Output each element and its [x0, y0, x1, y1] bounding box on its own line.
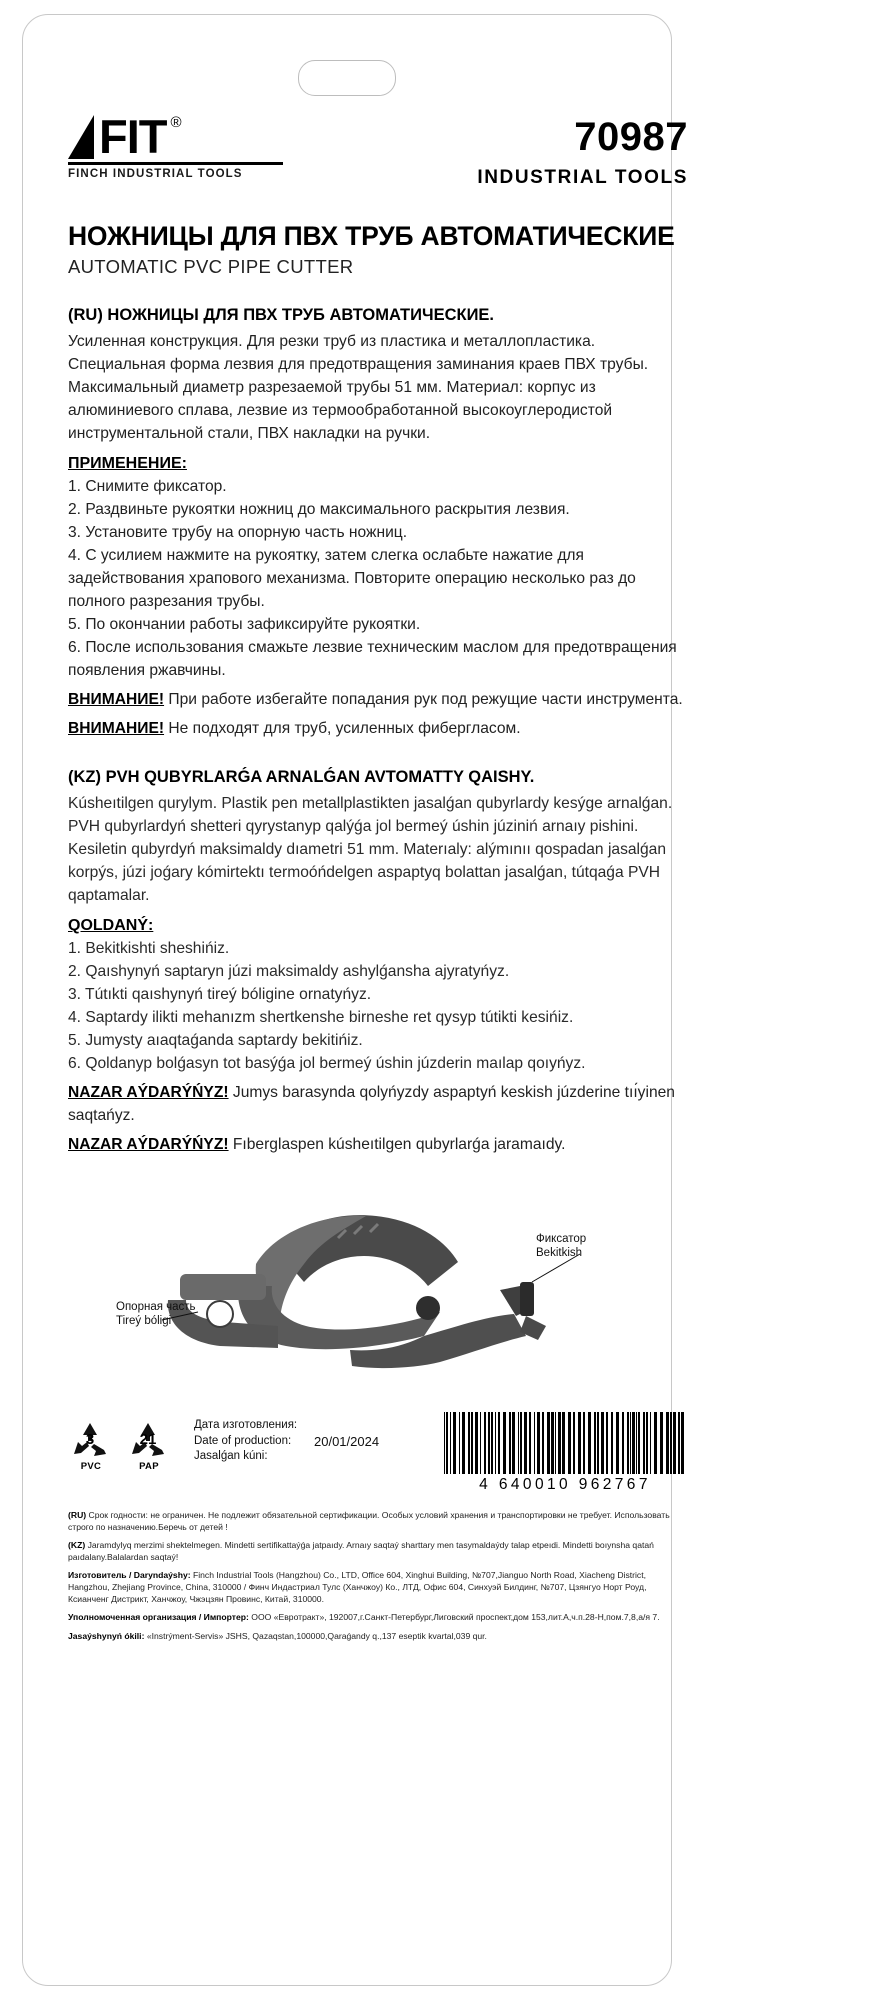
kz-warning-label: NAZAR AÝDARÝŃYZ!: [68, 1084, 229, 1101]
production-label-ru: Дата изготовления:: [194, 1419, 298, 1431]
production-label-kz: Jasalǵan kúni:: [194, 1450, 268, 1462]
callout-lock: [536, 1232, 586, 1260]
kz-warning-text: Fıberglaspen kúsheıtilgen qubyrlarǵa jaramaıdy.: [232, 1136, 566, 1153]
ru-warning-text: Не подходят для труб, усиленных фибергласом.: [168, 720, 521, 737]
ru-step: 5. По окончании работы зафиксируйте рукоятки.: [68, 616, 421, 633]
product-illustration: [68, 1190, 688, 1390]
recycling-symbol-pap: [126, 1420, 172, 1472]
brand-tagline: FINCH INDUSTRIAL TOOLS: [68, 168, 243, 180]
recycling-icons: [68, 1412, 172, 1472]
kz-warning: [68, 1133, 688, 1156]
ru-step: 3. Установите трубу на опорную часть ножниц.: [68, 524, 408, 541]
kz-heading: (KZ) PVH QUBYRLARǴA ARNALǴAN AVTOMATTY QAISHY.: [68, 768, 535, 786]
fine-importer: [68, 1612, 688, 1624]
header: [68, 110, 688, 189]
fine-shelf-kz-text: Jaramdylyq merzimi shektelmegen. Mindetti sertifikattaýǵa jatpaıdy. Arnaıy saqtaý sharttary men tasymaldaýdy talap etpeıdi. Mindetti boıynsha qatań paıdalany.Balalardan saqtaý!: [68, 1540, 654, 1562]
recycling-symbol-pvc: [68, 1420, 114, 1472]
kz-step: 3. Tútıkti qaıshynyń tireý bóligine ornatyńyz.: [68, 986, 372, 1003]
production-date-value: 20/01/2024: [314, 1434, 380, 1449]
kz-section: [68, 768, 688, 1156]
ru-description: Усиленная конструкция. Для резки труб из пластика и металлопластика. Специальная форма лезвия для предотвращения заминания краев ПВХ трубы. Максимальный диаметр разрезаемой трубы 51 мм. Материал: корпус из алюминиевого сплава, лезвие из термообработанной высокоуглеродистой инструментальной стали, ПВХ накладки на ручки.: [68, 333, 649, 442]
ru-step: 4. С усилием нажмите на рукоятку, затем слегка ослабьте нажатие для задействования храпового механизма. Повторите операцию несколько раз до полного разрезания трубы.: [68, 547, 636, 610]
ru-section: [68, 306, 688, 740]
production-label-en: Date of production:: [194, 1434, 292, 1447]
kz-warning: [68, 1081, 688, 1127]
ru-warning-label: ВНИМАНИЕ!: [68, 691, 165, 708]
callout-support-ru: Опорная часть: [116, 1301, 196, 1313]
kz-step: 6. Qoldanyp bolǵasyn tot basýǵa jol bermeý úshin júzderin maılap qoıyńyz.: [68, 1055, 586, 1072]
ru-step: 6. После использования смажьте лезвие техническим маслом для предотвращения появления ржавчины.: [68, 639, 677, 679]
callout-lock-ru: Фиксатор: [536, 1233, 587, 1245]
recycling-number: 21: [139, 1431, 157, 1448]
product-title-en: AUTOMATIC PVC PIPE CUTTER: [68, 256, 354, 277]
fine-kz-rep-label: Jasaýshynyń ókili:: [68, 1630, 145, 1641]
callout-support: [116, 1300, 196, 1328]
kz-step: 2. Qaıshynyń saptaryn júzi maksimaldy ashylǵansha ajyratyńyz.: [68, 963, 510, 980]
kz-description: Kúsheıtilgen qurylym. Plastik pen metallplastikten jasalǵan qubyrlardy kesýge arnalǵan. PVH qubyrlardyń shetteri qyrystanyp qalýǵa jol bermeý úshin júziniń arnaıy pishini. Kesiletin qubyrdyń maksimaldy dıametri 51 mm. Materıaly: alýmınıı qospadan jasalǵan korpýs, júzi joǵary kómirtektı termoóńdelgen aspaptyq bolattan jasalǵan, tútqaǵa PVH qaptamalar.: [68, 795, 673, 904]
fine-manufacturer-label: Изготовитель / Daryndaýshy:: [68, 1570, 191, 1581]
brand-logo: [68, 110, 283, 180]
recycle-triangle-icon: [68, 1420, 112, 1460]
kz-step: 4. Saptardy ilikti mehanızm shertkenshe birneshe ret qysyp tútikti kesińiz.: [68, 1009, 574, 1026]
callout-support-kz: Tireý bóligi: [116, 1315, 172, 1327]
sku-number: 70987: [574, 115, 688, 159]
kz-warning-text: Jumys barasynda qolyńyzdy aspaptyń keskish júzderine tıı́yinen saqtańyz.: [68, 1084, 675, 1124]
header-right: [477, 115, 688, 189]
recycling-label: PAP: [139, 1461, 159, 1472]
registered-icon: ®: [170, 114, 182, 131]
header-category: INDUSTRIAL TOOLS: [477, 167, 688, 188]
ru-warning-label: ВНИМАНИЕ!: [68, 720, 165, 737]
production-date-block: [194, 1412, 442, 1465]
package-card: [22, 14, 688, 1986]
brand-mark: [68, 110, 283, 163]
ru-step: 2. Раздвиньте рукоятки ножниц до максимального раскрытия лезвия.: [68, 501, 570, 518]
fine-manufacturer-text: Finch Industrial Tools (Hangzhou) Co., LTD, Office 604, Xinghui Building, №707,Jianguo North Road, Xiacheng District, Hangzhou, Zhejiang Province, China, 310000 / Финч Индастриал Тулс (Ханчжоу) Ко., ЛТД, Офис 604, Синхуэй Билдинг, №707, Цзянгуо Норт Роуд, Ксианченг Дистрикт, Ханчжоу, Чжэцзян Провинс, Китай, 310000.: [68, 1570, 647, 1604]
meta-row: [68, 1412, 688, 1494]
fine-shelf-kz-label: (KZ): [68, 1540, 86, 1551]
fine-manufacturer: [68, 1570, 688, 1605]
kz-usage-heading: QOLDANÝ:: [68, 917, 154, 934]
ru-warning-text: При работе избегайте попадания рук под режущие части инструмента.: [168, 691, 683, 708]
recycle-triangle-icon: [126, 1420, 170, 1460]
fine-shelf-ru: [68, 1510, 688, 1533]
brand-slash-icon: [68, 115, 94, 159]
ru-heading: (RU) НОЖНИЦЫ ДЛЯ ПВХ ТРУБ АВТОМАТИЧЕСКИЕ.: [68, 306, 495, 324]
barcode-digits: 4 640010 962767: [479, 1476, 651, 1493]
ru-step: 1. Снимите фиксатор.: [68, 478, 227, 495]
barcode-bars: [442, 1412, 688, 1474]
pvc-pipe-cutter-image: [128, 1190, 588, 1380]
fine-kz-rep-text: «Instrýment-Servis» JSHS, Qazaqstan,100000,Qaraǵandy q.,137 eseptik kvartal,039 qur.: [146, 1630, 487, 1641]
brand-name: FIT: [99, 110, 167, 163]
fine-importer-text: ООО «Евротракт», 192007,г.Санкт-Петербург,Лиговский проспект,дом 153,лит.А,ч.п.28-Н,пом.7,8,а/я 7.: [251, 1612, 660, 1623]
package-content: [68, 110, 688, 1649]
fine-shelf-ru-text: Срок годности: не ограничен. Не подлежит обязательной сертификации. Особых условий хранения и транспортировки не требует. Использовать строго по назначению.Беречь от детей !: [68, 1510, 670, 1532]
fine-shelf-kz: [68, 1540, 688, 1563]
ru-usage-heading: ПРИМЕНЕНИЕ:: [68, 455, 187, 472]
fine-kz-rep: [68, 1631, 688, 1643]
ru-warning: [68, 688, 688, 711]
barcode: [442, 1412, 688, 1494]
fine-importer-label: Уполномоченная организация / Импортер:: [68, 1612, 249, 1623]
ru-warning: [68, 717, 688, 740]
kz-step: 1. Bekitkishti sheshińiz.: [68, 940, 230, 957]
recycling-number: 3: [85, 1431, 95, 1448]
product-title-ru: НОЖНИЦЫ ДЛЯ ПВХ ТРУБ АВТОМАТИЧЕСКИЕ: [68, 221, 675, 251]
kz-step: 5. Jumysty aıaqtaǵanda saptardy bekitińiz.: [68, 1032, 363, 1049]
hang-hole: [298, 60, 396, 96]
callout-lock-kz: Bekitkish: [536, 1247, 583, 1259]
kz-warning-label: NAZAR AÝDARÝŃYZ!: [68, 1136, 229, 1153]
fine-shelf-ru-label: (RU): [68, 1510, 87, 1520]
fine-print: [68, 1510, 688, 1642]
recycling-label: PVC: [80, 1461, 102, 1472]
